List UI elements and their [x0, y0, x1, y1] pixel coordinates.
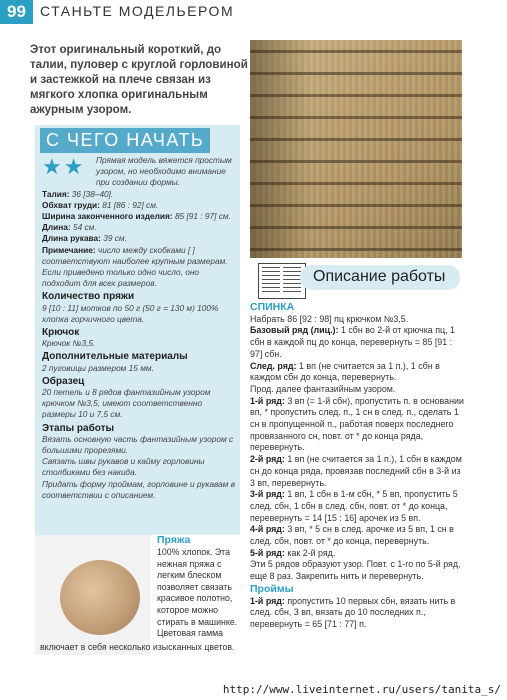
difficulty-stars: ★★ — [42, 154, 86, 179]
row-2-text: 1 вп (не считается за 1 п.), 1 сбн в каждом сн до конца ряда, провязав последний сбн в 3-й из 3 вп, перевернуть. — [250, 454, 462, 488]
instr-p2-label: Базовый ряд (лиц.): — [250, 325, 339, 336]
row-1 — [250, 396, 465, 455]
instr-p5: Эти 5 рядов образуют узор. Повт. с 1-го по 5-й ряд, еще 8 раз. Закрепить нить и перевернуть. — [250, 559, 461, 582]
header-title: СТАНЬТЕ МОДЕЛЬЕРОМ — [40, 3, 235, 19]
yarn-title: Пряжа — [157, 534, 191, 546]
note-label: Примечание: — [42, 244, 96, 255]
row-3 — [250, 489, 465, 524]
hook-title: Крючок — [42, 327, 80, 339]
difficulty-text: Прямая модель вяжется простым узором, но необходимо внимание при создании формы. — [96, 155, 232, 188]
bust-value: 81 [86 : 92] см. — [102, 199, 159, 210]
armhole-row-1 — [250, 596, 465, 631]
size-label: Талия: — [42, 188, 70, 199]
instructions-text — [250, 301, 465, 631]
work-title: Описание работы — [313, 268, 446, 285]
instr-p2 — [250, 325, 465, 360]
row-4-text: 3 вп, * 5 сн в след. арочке из 5 вп, 1 сн в след. сбн, повт. от * до конца, перевернуть. — [250, 524, 454, 547]
size-line — [42, 189, 238, 200]
yarn-ball-image — [60, 560, 140, 635]
footer-url[interactable]: http://www.liveinternet.ru/users/tanita_s/ — [222, 683, 501, 696]
sleeve-value: 39 см. — [103, 233, 127, 244]
armhole-row-1-text: пропустить 10 первых сбн, вязать нить в след. сбн, 3 вп, вязать до 10 последних п., перевернуть = 65 [71 : 77] п. — [250, 595, 456, 629]
instr-p3-text: 1 вп (не считается за 1 п.), 1 сбн в каждом сбн до конца, перевернуть. — [250, 360, 440, 383]
step-item: Придать форму проймам, горловине и рукавам в соответствии с описанием. — [42, 478, 236, 500]
materials-text — [42, 155, 238, 501]
row-1-label: 1-й ряд: — [250, 395, 285, 406]
width-label: Ширина законченного изделия: — [42, 211, 173, 222]
row-2-label: 2-й ряд: — [250, 454, 285, 465]
length-label: Длина: — [42, 222, 71, 233]
instr-p1: Набрать 86 [92 : 98] пц крючком №3,5. — [250, 313, 409, 324]
note-line — [42, 245, 238, 290]
instr-p3 — [250, 361, 465, 384]
row-5-label: 5-й ряд: — [250, 547, 285, 558]
step-item: Вязать основную часть фантазийным узором с большими прорезями. — [42, 433, 234, 456]
instr-p3-label: След. ряд: — [250, 360, 297, 371]
intro-text: Этот оригинальный короткий, до талии, пуловер с круглой горловиной и застежкой на плече связан из мягкого хлопка оригинальным ажурным узором. — [30, 43, 248, 116]
armhole-title: Проймы — [250, 582, 294, 595]
bust-label: Обхват груди: — [42, 199, 100, 210]
row-4-label: 4-й ряд: — [250, 524, 285, 535]
armhole-row-1-label: 1-й ряд: — [250, 595, 285, 606]
yarn-qty: 9 [10 : 11] мотков по 50 г (50 г = 130 м) 100% хлопка горчичного цвета. — [42, 302, 219, 324]
width-value: 85 [91 : 97] см. — [174, 211, 231, 222]
box-title: С ЧЕГО НАЧАТЬ — [40, 128, 210, 153]
row-5-text: как 2-й ряд. — [287, 547, 336, 558]
sleeve-line — [42, 233, 238, 244]
steps-title: Этапы работы — [42, 422, 115, 434]
row-2 — [250, 454, 465, 489]
row-1-text: 3 вп (= 1-й сбн), пропустить п. в основании вп, * пропустить след. п., 1 сн в след. п., сделать 1 сн в пропущенной п., работая поверх последнего провязанного сн, повт. от * до конца ряда, перевернуть. — [250, 395, 464, 453]
row-3-label: 3-й ряд: — [250, 489, 285, 500]
sleeve-label: Длина рукава: — [42, 233, 101, 244]
bust-line — [42, 200, 238, 211]
extras-title: Дополнительные материалы — [42, 351, 188, 363]
row-4 — [250, 524, 465, 547]
width-line — [42, 211, 238, 222]
row-5 — [250, 548, 465, 560]
page-number: 99 — [0, 0, 33, 24]
pattern-sheet-icon — [258, 263, 306, 299]
length-value: 54 см. — [72, 222, 97, 233]
row-3-text: 1 вп, 1 сбн в 1-м сбн, * 5 вп, пропустить 5 след. сбн, 1 сбн в след. сбн, повт. от * до конца, перевернуть = 14 [15 : 16] арочек из 5 вп. — [250, 489, 458, 523]
page-header — [0, 0, 507, 24]
step-item: Связать швы рукавов и кайму горловины столбиками без накида. — [42, 456, 205, 478]
instr-p2-text: 1 сбн во 2-й от крючка пц, 1 сбн в каждой пц до конца, перевернуть = 85 [91 : 97] сбн. — [250, 325, 455, 359]
yarn-text: 100% хлопок. Эта нежная пряжа с легким блеском позволяет связать красивое полотно, которое можно стирать в машинке. Цветовая гамма — [157, 547, 238, 639]
gauge-text: 20 петель и 8 рядов фантазийным узором крючком №3,5, имеют соответственно размеры 10 и 7,5 см. — [42, 387, 211, 420]
yarn-qty-title: Количество пряжи — [42, 291, 135, 303]
extras-text: 2 пуговицы размером 15 мм. — [42, 362, 154, 373]
back-title: СПИНКА — [250, 301, 295, 313]
yarn-text-last: включает в себя несколько изысканных цветов. — [40, 642, 235, 652]
note-value: число между скобками [ ] соответствуют наиболее крупным размерам. Если приведено только одно число, оно подходит для всех размеров. — [42, 244, 228, 289]
photo-shadow — [250, 40, 310, 258]
hook-text: Крючок №3,5. — [42, 338, 96, 349]
instr-p4: Прод. далее фантазийным узором. — [250, 383, 396, 394]
gauge-title: Образец — [42, 375, 85, 387]
size-value: 36 [38–40]. — [71, 188, 114, 199]
length-line — [42, 222, 238, 233]
